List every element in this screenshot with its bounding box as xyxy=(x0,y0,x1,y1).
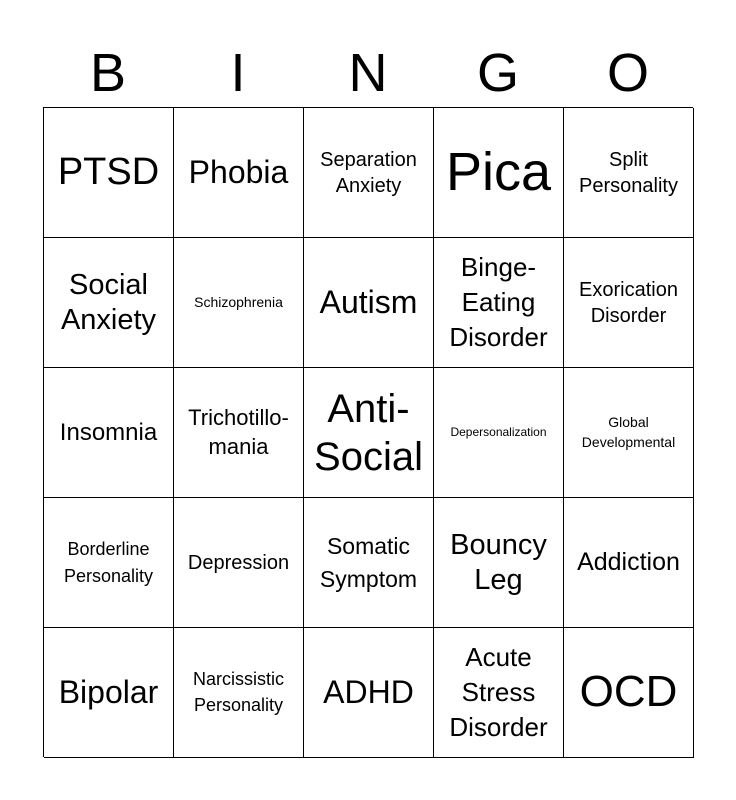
bingo-cell[interactable] xyxy=(304,238,434,368)
cell-label: Global Developmental xyxy=(581,413,676,450)
cell-label: Separation Anxiety xyxy=(320,148,417,197)
bingo-cell[interactable] xyxy=(174,628,304,758)
header-letter-n: N xyxy=(348,43,388,103)
cell-label: Bouncy Leg xyxy=(450,528,547,596)
cell-label: Split Personality xyxy=(579,148,678,197)
cell-label: Bipolar xyxy=(58,674,159,711)
cell-label: Exorication Disorder xyxy=(579,278,678,327)
bingo-cell[interactable] xyxy=(304,368,434,498)
cell-label: ADHD xyxy=(323,674,414,711)
cell-label: Autism xyxy=(319,284,418,321)
bingo-cell[interactable] xyxy=(564,628,694,758)
header-letter-o: O xyxy=(606,43,649,103)
cell-label: Depression xyxy=(187,551,290,574)
bingo-cell[interactable] xyxy=(434,628,564,758)
cell-label: Borderline Personality xyxy=(63,539,154,586)
cell-label: Somatic Symptom xyxy=(319,533,418,592)
cell-label: OCD xyxy=(579,667,678,717)
bingo-cell[interactable] xyxy=(174,498,304,628)
bingo-cell[interactable] xyxy=(44,108,174,238)
cell-label: Addiction xyxy=(577,548,680,577)
cell-label: Acute Stress Disorder xyxy=(449,641,548,743)
bingo-cell[interactable] xyxy=(434,108,564,238)
bingo-cell[interactable] xyxy=(44,498,174,628)
bingo-cell[interactable] xyxy=(564,368,694,498)
bingo-cell[interactable] xyxy=(564,498,694,628)
cell-label: Binge- Eating Disorder xyxy=(449,251,548,353)
cell-label: Depersonalization xyxy=(450,424,547,439)
cell-label: Anti- Social xyxy=(314,386,423,479)
bingo-card-grid xyxy=(43,107,693,757)
bingo-cell[interactable] xyxy=(304,628,434,758)
bingo-cell[interactable] xyxy=(44,628,174,758)
bingo-cell[interactable] xyxy=(304,498,434,628)
header-letter-g: G xyxy=(476,43,519,103)
bingo-cell[interactable] xyxy=(174,108,304,238)
bingo-cell[interactable] xyxy=(434,368,564,498)
cell-label: Phobia xyxy=(188,154,289,191)
cell-label: Trichotillo- mania xyxy=(188,404,289,459)
bingo-header xyxy=(43,40,693,106)
cell-label: PTSD xyxy=(57,150,160,193)
bingo-cell[interactable] xyxy=(174,238,304,368)
cell-label: Schizophrenia xyxy=(194,293,283,310)
cell-label: Insomnia xyxy=(59,418,158,446)
bingo-cell[interactable] xyxy=(564,238,694,368)
bingo-cell[interactable] xyxy=(434,238,564,368)
bingo-cell[interactable] xyxy=(44,368,174,498)
header-letter-i: I xyxy=(230,43,246,103)
cell-label: Pica xyxy=(445,142,552,203)
bingo-cell[interactable] xyxy=(44,238,174,368)
bingo-cell[interactable] xyxy=(174,368,304,498)
cell-label: Social Anxiety xyxy=(60,268,157,336)
bingo-cell[interactable] xyxy=(564,108,694,238)
cell-label: Narcissistic Personality xyxy=(192,669,284,715)
bingo-cell[interactable] xyxy=(304,108,434,238)
header-letter-b: B xyxy=(89,43,127,103)
bingo-cell[interactable] xyxy=(434,498,564,628)
